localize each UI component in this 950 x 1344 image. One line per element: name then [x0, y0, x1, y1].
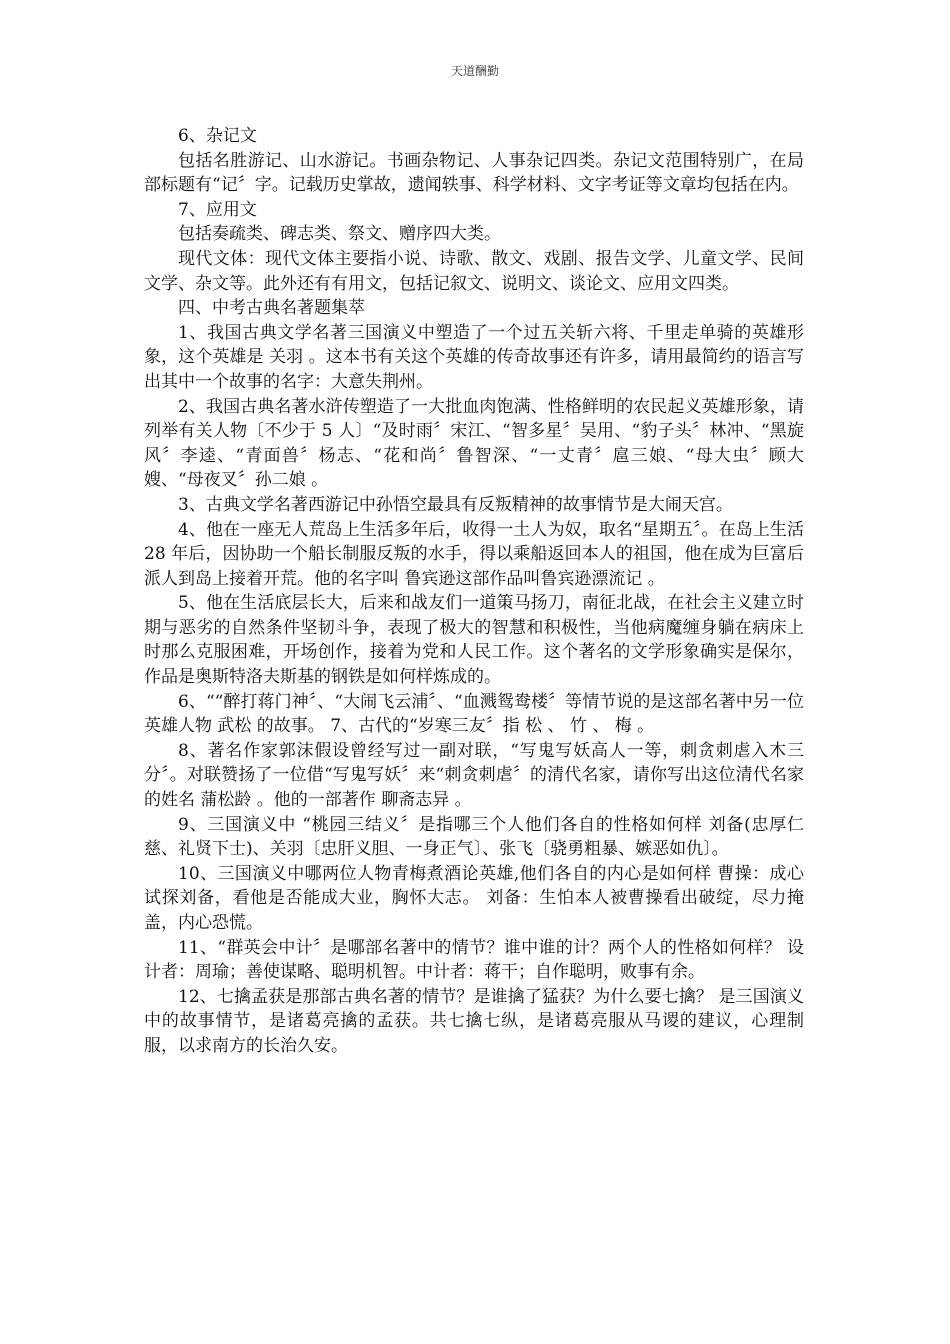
question-item: 9、三国演义中 “桃园三结义〞是指哪三个人他们各自的性格如何样 刘备(忠厚仁慈、礼贤下士)、关羽〔忠肝义胆、一身正气〕、张飞〔骁勇粗暴、嫉恶如仇〕。 [144, 814, 804, 860]
question-item: 3、古典文学名著西游记中孙悟空最具有反叛精神的故事情节是大闹天宫。 [178, 494, 733, 515]
paragraph: 包括奏疏类、碑志类、祭文、赠序四大类。 [178, 224, 501, 245]
question-item: 1、我国古典文学名著三国演义中塑造了一个过五关斩六将、千里走单骑的英雄形象，这个英雄是 关羽 。这本书有关这个英雄的传奇故事还有许多，请用最简约的语言写出其中一个故事的名字：大意失荆州。 [144, 322, 804, 392]
section-heading: 四、中考古典名著题集萃 [178, 298, 365, 319]
heading-practical-writing: 7、应用文 [178, 199, 257, 220]
page-header: 天道酬勤 [450, 64, 499, 78]
question-item: 6、““醉打蒋门神〞、“大闹飞云浦〞、“血溅鸳鸯楼〞等情节说的是这部名著中另一位英雄人物 武松 的故事。 7、古代的“岁寒三友〞指 松 、 竹 、 梅 。 [144, 691, 804, 737]
question-item: 5、他在生活底层长大，后来和战友们一道策马扬刀，南征北战，在社会主义建立时期与恶劣的自然条件坚韧斗争，表现了极大的智慧和积极性，当他病魔缠身躺在病床上时那么克服困难，开场创作，接着为党和人民工作。这个著名的文学形象确实是保尔，作品是奥斯特洛夫斯基的钢铁是如何样炼成的。 [144, 593, 804, 688]
question-item: 8、著名作家郭沫假设曾经写过一副对联，“写鬼写妖高人一等，刺贪刺虐入木三分〞。对联赞扬了一位借“写鬼写妖〞来“刺贪刺虐〞的清代名家，请你写出这位清代名家的姓名 蒲松龄 。他的一部著作 聊斋志异 。 [144, 740, 804, 811]
paragraph: 现代文体：现代文体主要指小说、诗歌、散文、戏剧、报告文学、儿童文学、民间文学、杂文等。此外还有有用文，包括记叙文、说明文、谈论文、应用文四类。 [144, 248, 804, 294]
question-item: 11、“群英会中计〞是哪部名著中的情节？谁中谁的计？两个人的性格如何样？ 设计者：周瑜；善使谋略、聪明机智。中计者：蒋干；自作聪明，败事有余。 [144, 937, 804, 983]
question-item: 4、他在一座无人荒岛上生活多年后，收得一土人为奴，取名“星期五〞。在岛上生活 28 年后，因协助一个船长制服反叛的水手，得以乘船返回本人的祖国，他在成为巨富后派人到岛上接着开荒。他的名字叫 鲁宾逊这部作品叫鲁宾逊漂流记 。 [144, 519, 804, 589]
paragraph: 包括名胜游记、山水游记。书画杂物记、人事杂记四类。杂记文范围特别广，在局部标题有“记〞字。记载历史掌故，遗闻轶事、科学材料、文字考证等文章均包括在内。 [144, 150, 804, 196]
question-item: 12、七擒孟获是那部古典名著的情节？是谁擒了猛获？为什么要七擒？ 是三国演义中的故事情节，是诸葛亮擒的孟获。共七擒七纵，是诸葛亮服从马谡的建议，心理制服，以求南方的长治久安。 [144, 986, 804, 1056]
question-item: 2、我国古典名著水浒传塑造了一大批血肉饱满、性格鲜明的农民起义英雄形象，请列举有关人物〔不少于 5 人〕“及时雨〞宋江、“智多星〞吴用、“豹子头〞林冲、“黑旋风〞李逵、“青面兽〞杨志、“花和尚〞鲁智深、“一丈青〞扈三娘、“母大虫〞顾大嫂、“母夜叉〞孙二娘 。 [144, 396, 804, 491]
document-body [144, 124, 804, 1059]
question-item: 10、三国演义中哪两位人物青梅煮酒论英雄,他们各自的内心是如何样 曹操：成心试探刘备，看他是否能成大业，胸怀大志。 刘备：生怕本人被曹操看出破绽，尽力掩盖，内心恐慌。 [144, 863, 804, 933]
heading-miscellaneous-notes: 6、杂记文 [178, 126, 257, 146]
